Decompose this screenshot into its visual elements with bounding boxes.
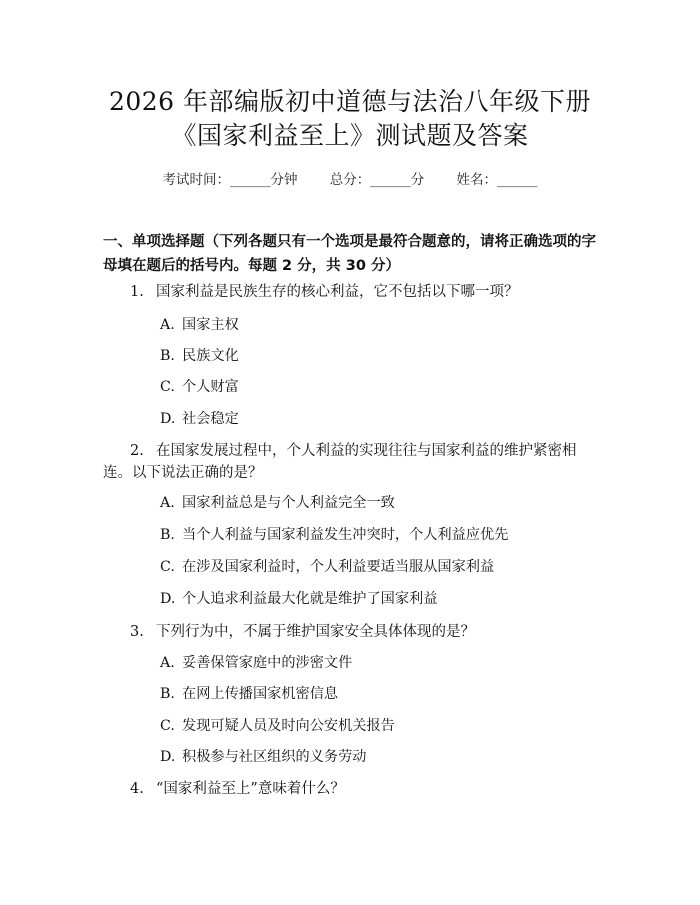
option-text: 社会稳定 <box>182 411 239 427</box>
question-text: 在国家发展过程中，个人利益的实现往往与国家利益的维护紧密相连。以下说法正确的是？ <box>103 443 577 481</box>
option-key: B. <box>160 527 175 543</box>
option-2c <box>160 557 494 577</box>
option-key: D. <box>160 591 176 607</box>
option-key: B. <box>160 348 175 364</box>
option-1a <box>160 315 239 335</box>
option-1c <box>160 377 239 397</box>
option-1b <box>160 346 239 366</box>
option-text: 个人追求利益最大化就是维护了国家利益 <box>182 591 438 607</box>
option-text: 当个人利益与国家利益发生冲突时，个人利益应优先 <box>182 527 509 543</box>
option-text: 在涉及国家利益时，个人利益要适当服从国家利益 <box>182 559 495 575</box>
option-2d <box>160 589 437 609</box>
option-key: D. <box>160 749 176 765</box>
option-key: A. <box>160 655 175 671</box>
option-text: 妥善保管家庭中的涉密文件 <box>182 655 353 671</box>
option-key: C. <box>160 379 175 395</box>
total-score-field: 总分：______分 <box>329 172 425 188</box>
option-text: 个人财富 <box>182 379 239 395</box>
question-number: 1. <box>130 284 144 300</box>
option-key: A. <box>160 495 175 511</box>
option-text: 国家主权 <box>182 317 239 333</box>
question-number: 3. <box>130 624 144 640</box>
option-text: 民族文化 <box>182 348 239 364</box>
option-3d <box>160 747 366 767</box>
option-key: C. <box>160 718 175 734</box>
option-key: D. <box>160 411 176 427</box>
exam-info <box>0 168 700 188</box>
option-key: A. <box>160 317 175 333</box>
option-text: 国家利益总是与个人利益完全一致 <box>182 495 395 511</box>
option-2a <box>160 493 395 513</box>
question-text: “国家利益至上”意味着什么？ <box>156 781 345 797</box>
option-key: B. <box>160 686 175 702</box>
question-4 <box>103 778 600 800</box>
student-name-field: 姓名：______ <box>456 172 538 188</box>
question-number: 2. <box>130 443 144 459</box>
section-heading: 一、单项选择题（下列各题只有一个选项是最符合题意的，请将正确选项的字母填在题后的括号内。每题 2 分，共 30 分） <box>103 234 596 274</box>
option-key: C. <box>160 559 175 575</box>
option-text: 在网上传播国家机密信息 <box>182 686 339 702</box>
question-2 <box>103 440 600 484</box>
question-3 <box>103 621 600 643</box>
option-3b <box>160 684 338 704</box>
exam-time-field: 考试时间：______分钟 <box>162 172 298 188</box>
option-text: 积极参与社区组织的义务劳动 <box>182 749 367 765</box>
option-3c <box>160 716 395 736</box>
option-2b <box>160 525 508 545</box>
option-3a <box>160 653 352 673</box>
option-text: 发现可疑人员及时向公安机关报告 <box>182 718 395 734</box>
question-text: 下列行为中，不属于维护国家安全具体体现的是？ <box>156 624 475 640</box>
question-1 <box>103 281 600 303</box>
option-1d <box>160 409 239 429</box>
question-text: 国家利益是民族生存的核心利益，它不包括以下哪一项？ <box>156 284 519 300</box>
document-title-line-1: 2026 年部编版初中道德与法治八年级下册 <box>108 87 592 116</box>
question-number: 4. <box>130 781 144 797</box>
document-title-line-2: 《国家利益至上》测试题及答案 <box>171 121 529 150</box>
